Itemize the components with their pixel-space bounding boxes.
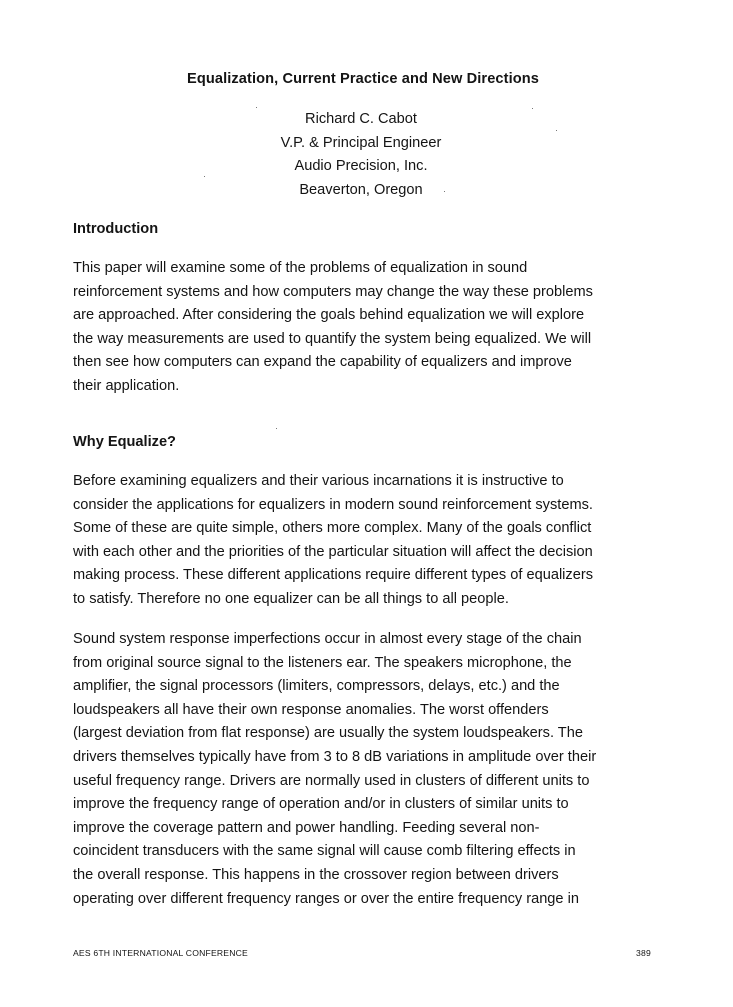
- text-line: This paper will examine some of the problems of equalization in sound: [73, 260, 528, 276]
- text-line: from original source signal to the listeners ear. The speakers microphone, the: [73, 654, 572, 671]
- section-heading-introduction: Introduction: [73, 221, 159, 237]
- text-line: consider the applications for equalizers in modern sound reinforcement systems.: [73, 496, 593, 513]
- author-location: Beaverton, Oregon: [299, 182, 423, 199]
- paragraph-why-equalize-1: [73, 470, 673, 612]
- paper-title: Equalization, Current Practice and New Directions: [187, 71, 539, 87]
- text-line: operating over different frequency ranges or over the entire frequency range in: [73, 890, 579, 907]
- text-line: improve the frequency range of operation and/or in clusters of similar units to: [73, 796, 569, 813]
- footer-conference: AES 6TH INTERNATIONAL CONFERENCE: [73, 948, 248, 958]
- text-line: their application.: [73, 377, 180, 394]
- text-line: are approached. After considering the goals behind equalization we will explore: [73, 307, 585, 324]
- scan-speck: [532, 108, 533, 109]
- footer-page-number: 389: [636, 948, 651, 958]
- text-line: useful frequency range. Drivers are normally used in clusters of different units to: [73, 772, 590, 789]
- text-line: reinforcement systems and how computers may change the way these problems: [73, 283, 593, 300]
- text-line: coincident transducers with the same signal will cause comb filtering effects in: [73, 843, 576, 860]
- section-heading-why-equalize: Why Equalize?: [73, 434, 176, 450]
- author-name: Richard C. Cabot: [305, 111, 417, 127]
- author-affiliation: Audio Precision, Inc.: [294, 158, 428, 175]
- paragraph-introduction: [73, 257, 673, 399]
- text-line: the overall response. This happens in the crossover region between drivers: [73, 866, 559, 883]
- text-line: the way measurements are used to quantify the system being equalized. We will: [73, 330, 592, 347]
- text-line: drivers themselves typically have from 3 to 8 dB variations in amplitude over their: [73, 748, 597, 765]
- paragraph-why-equalize-2: [73, 628, 673, 911]
- text-line: with each other and the priorities of the particular situation will affect the decision: [73, 543, 593, 560]
- scan-speck: [556, 130, 557, 131]
- text-line: (largest deviation from flat response) are usually the system loudspeakers. The: [73, 725, 583, 742]
- text-line: then see how computers can expand the capability of equalizers and improve: [73, 354, 572, 371]
- text-line: loudspeakers all have their own response anomalies. The worst offenders: [73, 701, 549, 718]
- author-block: [0, 108, 722, 203]
- scan-speck: [256, 107, 257, 108]
- text-line: to satisfy. Therefore no one equalizer can be all things to all people.: [73, 590, 509, 607]
- scan-speck: [204, 176, 205, 177]
- scan-speck: [444, 191, 445, 192]
- text-line: Sound system response imperfections occur in almost every stage of the chain: [73, 631, 582, 647]
- text-line: improve the coverage pattern and power handling. Feeding several non-: [73, 819, 540, 836]
- scan-speck: [276, 428, 277, 429]
- text-line: Before examining equalizers and their various incarnations it is instructive to: [73, 473, 564, 489]
- text-line: making process. These different applications require different types of equalizers: [73, 567, 593, 584]
- author-position: V.P. & Principal Engineer: [280, 134, 442, 151]
- text-line: amplifier, the signal processors (limiters, compressors, delays, etc.) and the: [73, 678, 560, 695]
- text-line: Some of these are quite simple, others more complex. Many of the goals conflict: [73, 520, 592, 537]
